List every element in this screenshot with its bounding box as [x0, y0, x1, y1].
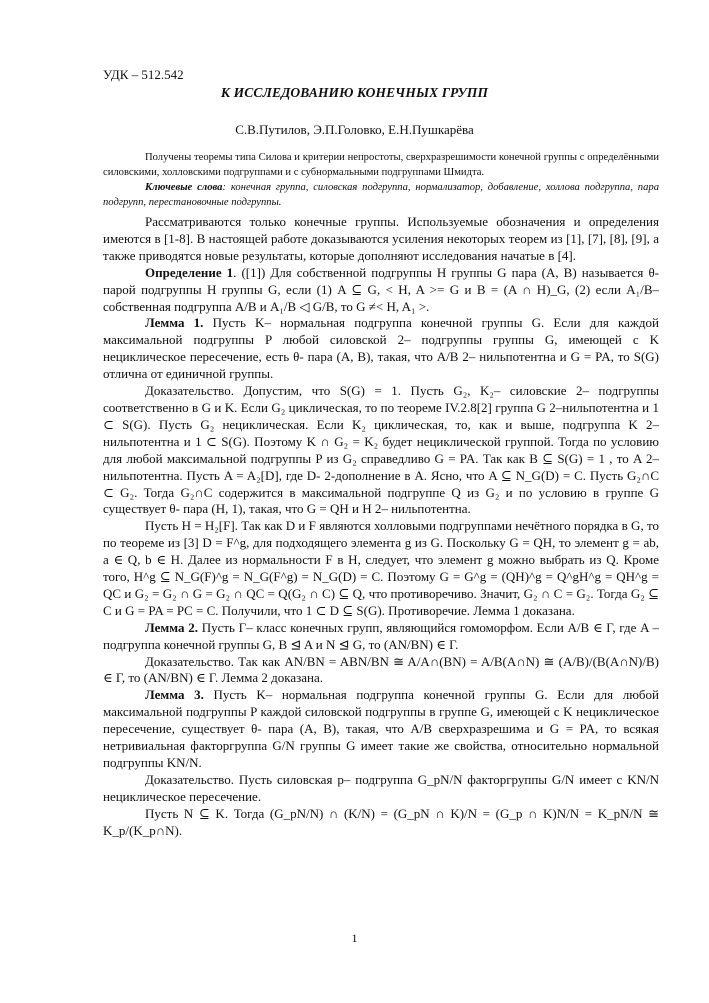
lemma-2-label: Лемма 2. [145, 619, 198, 635]
lemma-2 [103, 620, 659, 654]
lemma-1-text: Пусть K– нормальная подгруппа конечной группы G. Если для каждой максимальной подгруппы P любой силовской 2– подгруппы группы G, имеющей с K нециклическое пересечение, есть θ- пара (A, B), такая, что A/B 2– нильпотентна и G = PA, то S(G) отлична от единичной группы. [103, 315, 659, 382]
proof-1-part-a: Доказательство. Допустим, что S(G) = 1. Пусть G₂, K₂– силовские 2– подгруппы соответственно в G и K. Если G₂ циклическая, то по теореме IV.2.8[2] группа G 2–нильпотентна и 1 ⊂ S(G). Пусть G₂ нециклическая. Если K₂ циклическая, то, как и выше, подгруппа K 2–нильпотентна и 1 ⊂ S(G). Поэтому K ∩ G₂ = K₂ будет нециклической группой. Тогда по условию для любой максимальной подгруппы P из G₂ справедливо G = PA. Так как B ⊆ S(G) = 1 , то A 2– нильпотентна. Пусть A = A₂[D], где D- 2-дополнение в A. Ясно, что A ⊆ N_G(D) = C. Пусть G₂∩C ⊂ G₂. Тогда G₂∩C содержится в максимальной подгруппе Q из G₂ и по условию в группе G существует θ- пара (H, 1), такая, что G = QH и H 2– нильпотентна. [103, 383, 659, 517]
lemma-2-text: Пусть Г– класс конечных групп, являющийся гомоморфом. Если A/B ∈ Г, где A – подгруппа конечной группы G, B ⊴ A и N ⊴ G, то (AN/BN) ∈ Г. [103, 619, 659, 652]
definition-text: . ([1]) Для собственной подгруппы H группы G пара (A, B) называется θ- парой подгруппы H группы G, если (1) A ⊆ G, < H, A >= G и B = (A ∩ H)_G, (2) если A₁/B– собственная подгруппа A/B и A₁/B ◁ G/B, то G ≠< H, A₁ >. [103, 264, 660, 314]
definition-1 [103, 265, 659, 316]
definition-label: Определение 1 [145, 264, 234, 280]
keywords-list: : конечная группа, силовская подгруппа, нормализатор, добавление, холлова подгруппа, пара подгрупп, перестановочные подгруппы. [103, 182, 659, 208]
paper-title: К ИССЛЕДОВАНИЮ КОНЕЧНЫХ ГРУПП [220, 85, 489, 100]
proof-2: Доказательство. Так как AN/BN = ABN/BN ≅ A/A∩(BN) = A/B(A∩N) ≅ (A/B)/(B(A∩N)/B) ∈ Г, то (AN/BN) ∈ Г. Лемма 2 доказана. [103, 653, 659, 686]
keywords-label: Ключевые слова [145, 182, 223, 193]
lemma-1 [103, 315, 659, 383]
proof-3-part-b: Пусть N ⊆ K. Тогда (G_pN/N) ∩ (K/N) = (G_pN ∩ K)/N = (G_p ∩ K)N/N = K_pN/N ≅ K_p/(K_p∩N). [103, 805, 659, 838]
keywords [103, 180, 659, 210]
main-text [103, 214, 659, 840]
udk-code: УДК – 512.542 [103, 67, 184, 82]
lemma-3-text: Пусть K– нормальная подгруппа конечной группы G. Если для любой максимальной подгруппы P каждой силовской подгруппы в группе G, имеющей с K нециклическое пересечение, существует θ- пара (A, B), такая, что A/B сверхразрешима и G = PA, то всякая нетривиальная факторгруппа G/N группы G имеет такие же свойства, относительно нормальной подгруппы KN/N. [103, 687, 659, 770]
authors: С.В.Путилов, Э.П.Головко, Е.Н.Пушкарёва [235, 122, 474, 137]
proof-3-part-a: Доказательство. Пусть силовская p– подгруппа G_pN/N факторгруппы G/N имеет с KN/N нециклическое пересечение. [103, 771, 659, 804]
lemma-3-label: Лемма 3. [145, 687, 204, 703]
page-number: 1 [351, 931, 358, 945]
lemma-1-label: Лемма 1. [145, 315, 204, 331]
abstract [103, 150, 659, 210]
abstract-text: Получены теоремы типа Силова и критерии непростоты, сверхразрешимости конечной группы с определёнными силовскими, холловскими подгруппами и с субнормальными подгруппами Шмидта. [103, 152, 659, 178]
proof-1-part-b: Пусть H = H₂[F]. Так как D и F являются холловыми подгруппами нечётного порядка в G, то по теореме из [3] D = F^g, для подходящего элемента g из G. Поскольку G = QH, то элемент g = ab, a ∈ Q, b ∈ H. Далее из нормальности F в H, следует, что элемент g можно выбрать из Q. Кроме того, H^g ⊆ N_G(F)^g = N_G(F^g) = N_G(D) = C. Поэтому G = G^g = (QH)^g = Q^gH^g = QH^g = QC и G₂ = G₂ ∩ G = G₂ ∩ QC = Q(G₂ ∩ C) ⊆ Q, что противоречиво. Значит, G₂ ∩ C = G₂. Тогда G₂ ⊆ C и G = PA = PC = C. Получили, что 1 ⊂ D ⊆ S(G). Противоречие. Лемма 1 доказана. [103, 518, 659, 618]
lemma-3 [103, 687, 659, 772]
intro-paragraph: Рассматриваются только конечные группы. Используемые обозначения и определения имеются в [1-8]. В настоящей работе доказываются усиления некоторых теорем из [1], [7], [8], [9], а также приводятся новые результаты, которые дополняют исследования начатые в [4]. [103, 214, 659, 263]
